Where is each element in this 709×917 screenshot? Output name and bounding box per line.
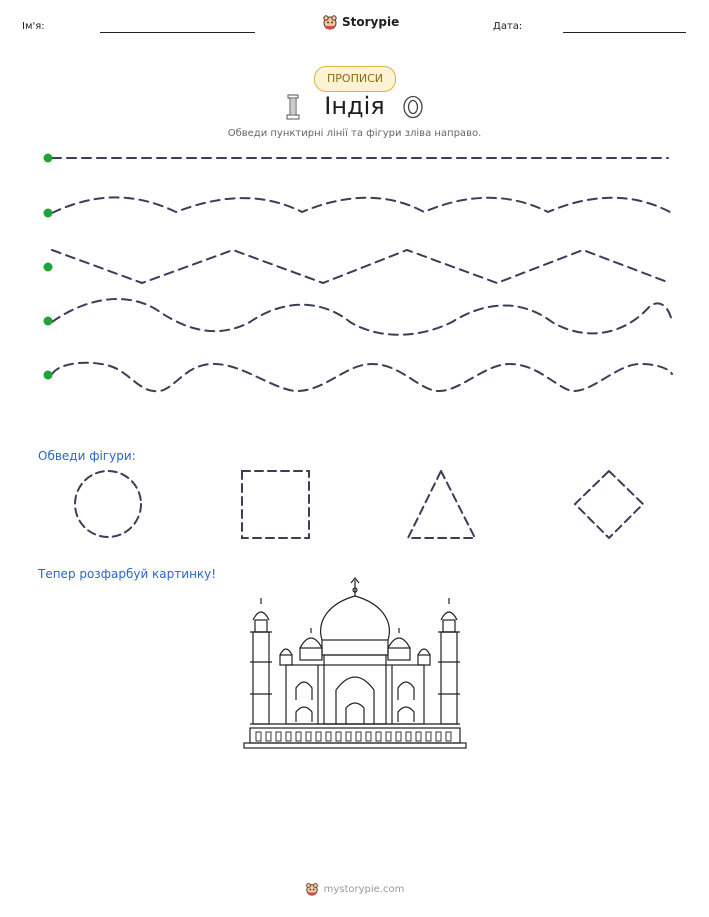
- tracing-line-zigzag[interactable]: [52, 250, 670, 283]
- name-line[interactable]: [100, 32, 255, 33]
- section-trace-shapes: Обведи фігури:: [38, 449, 136, 463]
- instructions-text: Обведи пунктирні лінії та фігури зліва направо.: [227, 128, 482, 139]
- footer: [0, 882, 709, 896]
- section-coloring: Тепер розфарбуй картинку!: [38, 567, 217, 581]
- tracing-line-curvy-wave[interactable]: [52, 363, 672, 392]
- mascot-icon: [322, 14, 338, 30]
- page-title: Індія: [324, 92, 385, 120]
- circle-shape[interactable]: [75, 471, 141, 537]
- triangle-shape[interactable]: [408, 471, 475, 538]
- date-label: Дата:: [493, 21, 523, 32]
- date-line[interactable]: [563, 32, 686, 33]
- footer-link[interactable]: mystorypie.com: [323, 883, 405, 895]
- worksheet-badge: ПРОПИСИ: [314, 66, 396, 92]
- start-dot: [44, 371, 53, 380]
- zero-outline-icon: [402, 95, 424, 123]
- tracing-line-wave[interactable]: [52, 299, 672, 335]
- start-dot: [44, 154, 53, 163]
- brand-logo: [322, 14, 399, 30]
- start-dot: [44, 263, 53, 272]
- start-dot: [44, 317, 53, 326]
- taj-mahal-coloring-image[interactable]: [240, 574, 470, 754]
- name-label: Ім'я:: [22, 21, 45, 32]
- start-dot: [44, 209, 53, 218]
- tracing-lines: [0, 140, 709, 400]
- diamond-shape[interactable]: [575, 471, 643, 538]
- mascot-icon: [305, 882, 319, 896]
- brand-name: Storypie: [342, 15, 400, 29]
- square-shape[interactable]: [242, 471, 309, 538]
- tracing-line-gentle-wave[interactable]: [52, 197, 670, 213]
- shape-tracing: [0, 460, 709, 550]
